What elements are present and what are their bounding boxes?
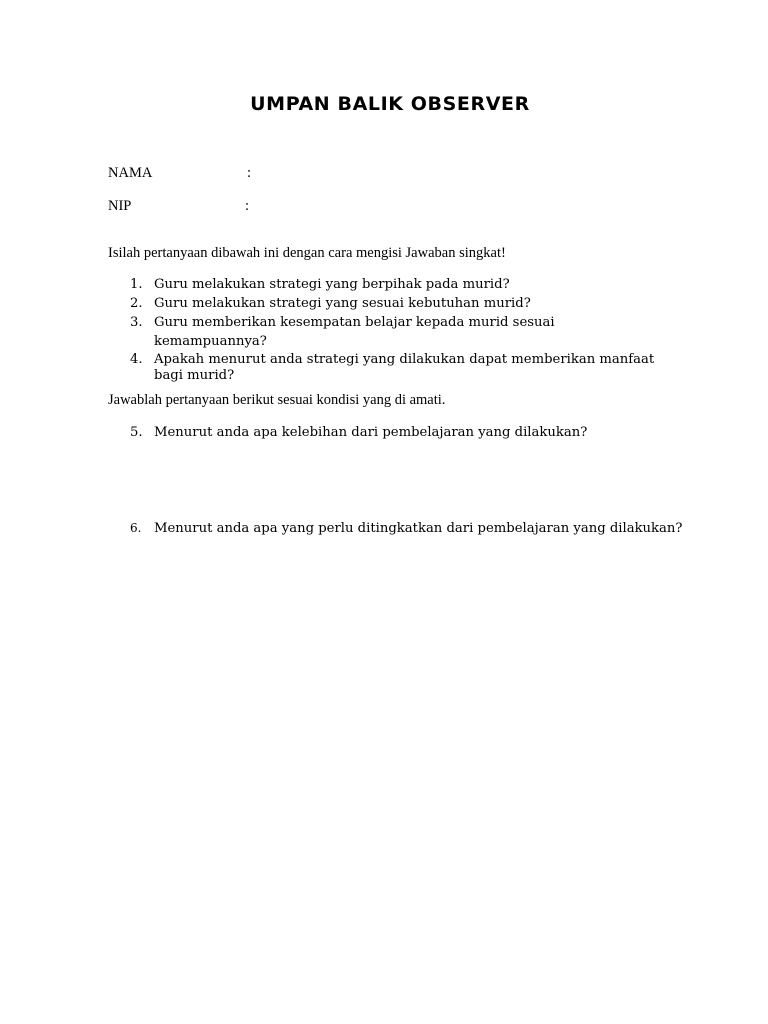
question-text-4: Apakah menurut anda strategi yang dilakukan dapat memberikan manfaat bagi murid? <box>154 352 655 383</box>
field-separator-nip: : <box>245 198 250 214</box>
instruction-short-answer: Isilah pertanyaan dibawah ini dengan cara mengisi Jawaban singkat! <box>108 245 506 261</box>
field-nip <box>108 197 268 216</box>
question-item-6 <box>108 519 683 538</box>
question-text-6: Menurut anda apa yang perlu ditingkatkan dari pembelajaran yang dilakukan? <box>154 521 683 536</box>
question-number-5: 5. <box>130 425 143 440</box>
question-number-4: 4. <box>130 352 143 367</box>
question-item-5 <box>108 423 668 442</box>
question-list-2 <box>108 423 668 442</box>
question-number-1: 1. <box>130 277 143 292</box>
question-list-3 <box>108 519 683 538</box>
question-number-3: 3. <box>130 315 143 330</box>
field-nama <box>108 164 268 183</box>
question-text-1: Guru melakukan strategi yang berpihak pada murid? <box>154 277 510 292</box>
question-text-5: Menurut anda apa kelebihan dari pembelajaran yang dilakukan? <box>154 425 588 440</box>
question-number-2: 2. <box>130 296 143 311</box>
field-separator-nama: : <box>247 165 252 181</box>
question-list-1 <box>108 275 668 384</box>
document-title: UMPAN BALIK OBSERVER <box>250 93 530 115</box>
question-number-6: 6. <box>130 521 142 535</box>
question-item-3 <box>108 313 668 351</box>
question-text-3: Guru memberikan kesempatan belajar kepada murid sesuai kemampuannya? <box>154 315 555 349</box>
question-item-4 <box>108 351 668 384</box>
question-text-2: Guru melakukan strategi yang sesuai kebutuhan murid? <box>154 296 531 311</box>
question-item-2 <box>108 294 668 313</box>
instruction-observe: Jawablah pertanyaan berikut sesuai kondisi yang di amati. <box>108 392 446 408</box>
question-item-1 <box>108 275 668 294</box>
field-label-nama: NAMA <box>108 165 153 181</box>
field-label-nip: NIP <box>108 198 132 214</box>
